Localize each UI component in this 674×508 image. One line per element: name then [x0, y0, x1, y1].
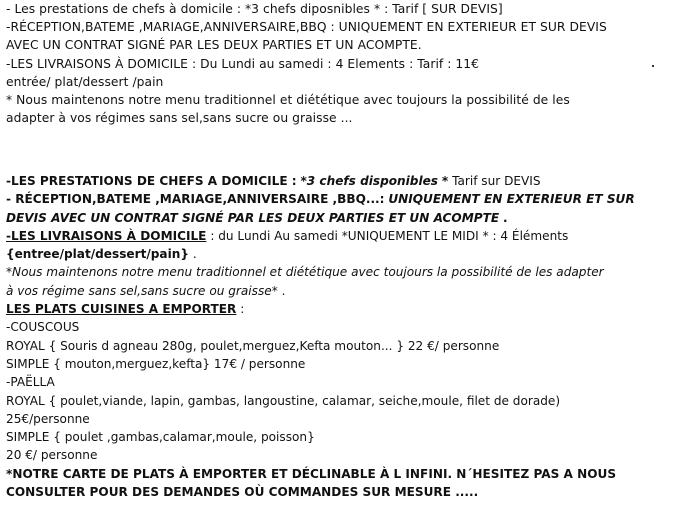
- livraisons-items-line: [6, 245, 670, 263]
- couscous-heading: -COUSCOUS: [6, 320, 80, 335]
- couscous-royal: ROYAL { Souris d agneau 280g, poulet,merguez,Kefta mouton... } 22 €/ personne: [6, 338, 500, 353]
- paella-heading: -PAËLLA: [6, 375, 55, 390]
- livraisons-items: {entree/plat/dessert/pain}: [6, 247, 189, 262]
- reception-line-2: AVEC UN CONTRAT SIGNÉ PAR LES DEUX PARTIES ET UN ACOMPTE.: [6, 38, 422, 53]
- menu-line-2: adapter à vos régimes sans sel,sans sucre ou graisse ...: [6, 111, 353, 126]
- chefs-line: - Les prestations de chefs à domicile : *3 chefs diposnibles * : Tarif [ SUR DEVIS]: [6, 2, 503, 16]
- menu-end: .: [281, 283, 286, 298]
- livraisons-line: -LES LIVRAISONS À DOMICILE : Du Lundi au samedi : 4 Elements : Tarif : 11€: [6, 56, 480, 71]
- plain-info-block: [6, 0, 670, 127]
- formatted-info-block: [6, 172, 670, 501]
- couscous-simple: SIMPLE { mouton,merguez,kefta} 17€ / personne: [6, 356, 306, 371]
- paella-royal-price: 25€/personne: [6, 411, 90, 426]
- chefs-line: [6, 172, 670, 190]
- plats-title-line: [6, 300, 670, 318]
- paella-royal: ROYAL { poulet,viande, lapin, gambas, langoustine, calamar, seiche,moule, filet de dorade): [6, 393, 561, 408]
- plats-colon: :: [240, 302, 245, 317]
- reception-condition-2: DEVIS AVEC UN CONTRAT SIGNÉ PAR LES DEUX PARTIES ET UN ACOMPTE: [6, 210, 500, 225]
- menu-line-2: [6, 282, 670, 300]
- chefs-label: -LES PRESTATIONS DE CHEFS A DOMICILE :: [6, 174, 297, 188]
- notre-carte-line: *NOTRE CARTE DE PLATS À EMPORTER ET DÉCLINABLE À L INFINI. N´HESITEZ PAS A NOUS: [6, 466, 617, 481]
- reception-end: .: [502, 210, 508, 225]
- reception-line: -RÉCEPTION,BATEME ,MARIAGE,ANNIVERSAIRE,BBQ : UNIQUEMENT EN EXTERIEUR ET SUR DEVIS: [6, 20, 607, 35]
- menu-line: *Nous maintenons notre menu traditionnel et diététique avec toujours la possibilité de les adapter: [6, 265, 604, 280]
- menu-line: * Nous maintenons notre menu traditionnel et diététique avec toujours la possibilité de les: [6, 93, 570, 108]
- livraisons-label: -LES LIVRAISONS À DOMICILE: [6, 228, 207, 243]
- chefs-star: *: [441, 174, 449, 188]
- paella-simple-price: 20 €/ personne: [6, 448, 98, 463]
- reception-line: [6, 190, 670, 208]
- chefs-availability: *3 chefs disponibles: [300, 174, 439, 188]
- reception-condition: UNIQUEMENT EN EXTERIEUR ET SUR: [388, 192, 635, 207]
- livraisons-line: [6, 227, 670, 245]
- livraisons-text: : du Lundi Au samedi *UNIQUEMENT LE MIDI * : 4 Éléments: [210, 228, 569, 243]
- chefs-tarif: Tarif sur DEVIS: [452, 174, 541, 188]
- reception-line-2: [6, 209, 670, 227]
- notre-carte-line-2: CONSULTER POUR DES DEMANDES OÙ COMMANDES SUR MESURE .....: [6, 485, 479, 500]
- menu-text-2: à vos régime sans sel,sans sucre ou graisse*: [6, 283, 278, 298]
- plats-title: LES PLATS CUISINES A EMPORTER: [6, 302, 237, 317]
- livraisons-end: .: [192, 247, 197, 262]
- stray-dot: [652, 65, 654, 67]
- livraisons-items-line: entrée/ plat/dessert /pain: [6, 74, 164, 89]
- reception-label: - RÉCEPTION,BATEME ,MARIAGE,ANNIVERSAIRE ,BBQ...:: [6, 192, 385, 207]
- paella-simple: SIMPLE { poulet ,gambas,calamar,moule, poisson}: [6, 430, 315, 445]
